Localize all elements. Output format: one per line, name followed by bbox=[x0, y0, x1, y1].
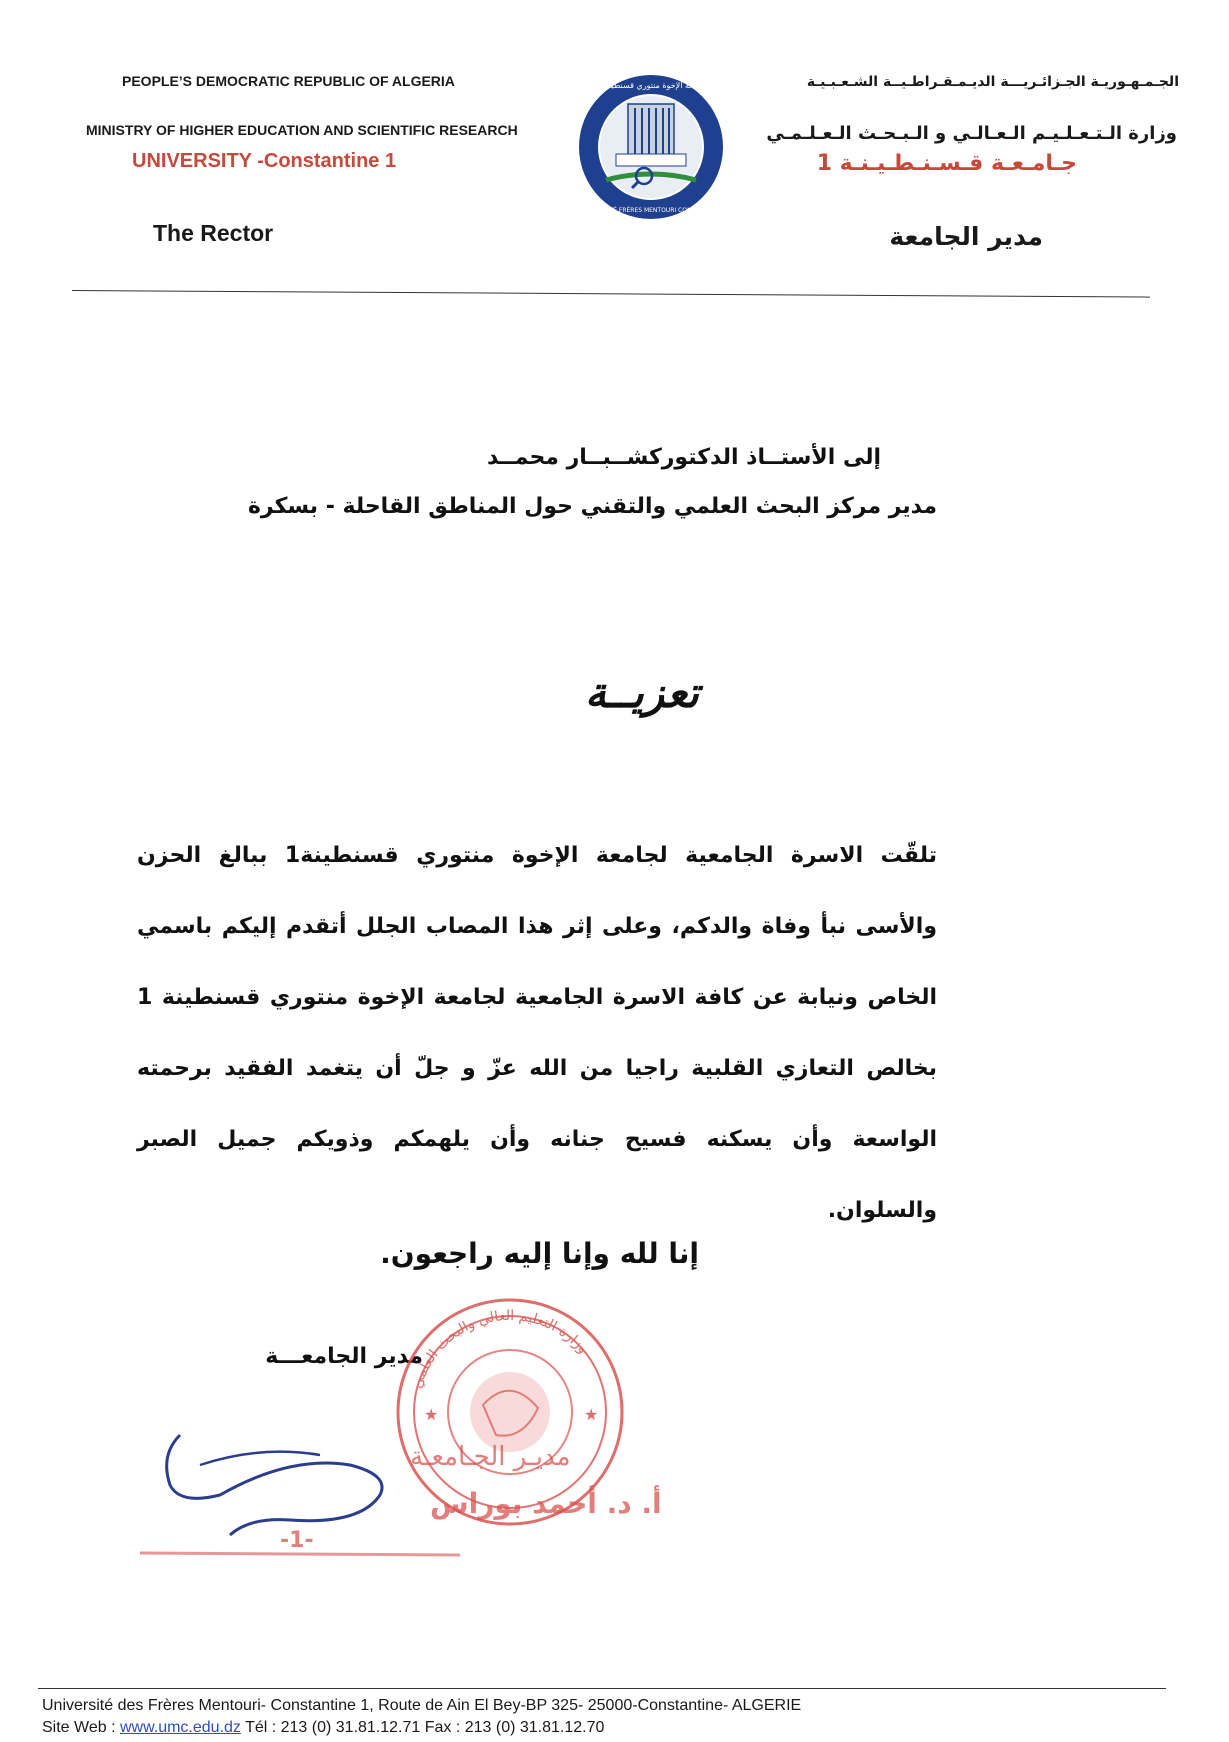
republic-name-en: PEOPLE’S DEMOCRATIC REPUBLIC OF ALGERIA bbox=[122, 73, 455, 89]
republic-name-ar: الجـمـهـوريـة الجـزائـريـــة الديـمـقـراطـيــة الشـعـبـيـة bbox=[806, 74, 1179, 90]
ministry-name-en: MINISTRY OF HIGHER EDUCATION AND SCIENTIFIC RESEARCH bbox=[86, 122, 518, 138]
university-name-ar: جـامـعـة قـسـنـطـيـنـة 1 bbox=[816, 151, 1077, 176]
rector-title-en: The Rector bbox=[153, 220, 274, 246]
stamp-name: أ. د. أحمد بوراس bbox=[430, 1487, 662, 1520]
ministry-name-ar: وزارة الـتـعـلـيـم الـعـالـي و الـبـحـث الـعـلـمـي bbox=[766, 123, 1177, 144]
svg-text:★: ★ bbox=[584, 1405, 599, 1424]
phone-fax: Tél : 213 (0) 31.81.12.71 Fax : 213 (0) 31.81.12.70 bbox=[240, 1719, 605, 1736]
university-name-en: UNIVERSITY -Constantine 1 bbox=[132, 150, 397, 172]
footer-contact bbox=[42, 1719, 604, 1737]
rector-title-ar: مدير الجامعة bbox=[889, 222, 1043, 251]
stamp-title: مديـر الجـامعـة bbox=[410, 1442, 571, 1472]
header-divider bbox=[72, 290, 1150, 298]
document-title: تعزيــة bbox=[585, 668, 699, 717]
closing-verse: إنا لله وإنا إليه راجعون. bbox=[380, 1237, 699, 1270]
signatory-title: مدير الجامعـــة bbox=[265, 1344, 423, 1369]
condolence-body: تلقّت الاسرة الجامعية لجامعة الإخوة منتوري قسنطينة1 ببالغ الحزن والأسى نبأ وفاة والدكم، وعلى إثر هذا المصاب الجلل أتقدم إليكم باسمي الخاص ونيابة عن كافة الاسرة الجامعية لجامعة الإخوة منتوري قسنطينة 1 بخالص التعازي القلبية راجيا من الله عزّ و جلّ أن يتغمد الفقيد برحمته الواسعة وأن يسكنه فسيح جنانه وأن يلهمكم وذويكم جميل الصبر والسلوان. bbox=[137, 843, 938, 1223]
svg-text:★: ★ bbox=[424, 1405, 439, 1424]
addressee-position: مدير مركز البحث العلمي والتقني حول المناطق القاحلة - بسكرة bbox=[247, 494, 937, 519]
stamp-number: -1- bbox=[280, 1528, 314, 1553]
footer-address: Université des Frères Mentouri- Constantine 1, Route de Ain El Bey-BP 325- 25000-Constantine- ALGERIE bbox=[42, 1697, 802, 1714]
signature-stamp bbox=[140, 1425, 662, 1570]
logo-ring-text-ar: جامعة الإخوة منتوري قسنطينة 1 bbox=[597, 81, 705, 90]
footer-divider bbox=[38, 1688, 1166, 1689]
handwritten-signature-icon bbox=[140, 1425, 662, 1570]
website-link[interactable]: www.umc.edu.dz bbox=[119, 1719, 241, 1736]
university-logo-icon bbox=[576, 72, 726, 222]
site-label: Site Web : bbox=[42, 1719, 120, 1736]
addressee-name: إلى الأستــاذ الدكتوركشــبــار محمــد bbox=[486, 445, 881, 470]
seal-text: وزارة التعليم العالي والبحث العلمي bbox=[409, 1307, 591, 1391]
logo-ring-text-en: UNIVERSITÉ FRÈRES MENTOURI CONSTANTINE bbox=[581, 207, 721, 214]
